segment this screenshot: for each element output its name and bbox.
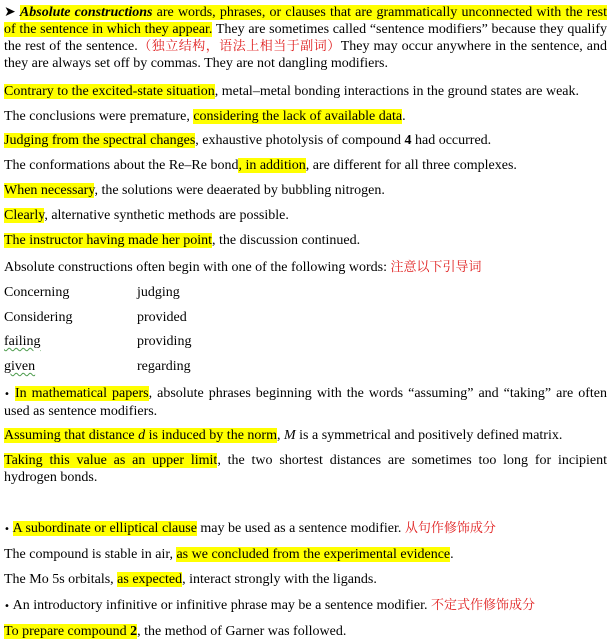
example-highlight: Contrary to the excited-state situation bbox=[4, 84, 215, 99]
example-highlight: The instructor having made her point bbox=[4, 233, 212, 248]
word-item: judging bbox=[137, 285, 180, 300]
infinitive-note: 不定式作修饰成分 bbox=[430, 598, 535, 613]
example-highlight: Judging from the spectral changes bbox=[4, 133, 196, 148]
example-text: , the method of Garner was followed. bbox=[137, 624, 347, 639]
infinitive-text: An introductory infinitive or infinitive phrase may be a sentence modifier. bbox=[9, 598, 428, 613]
math-example-2 bbox=[4, 452, 607, 486]
example-text: , interact strongly with the ligands. bbox=[182, 572, 377, 587]
example-highlight: as we concluded from the experimental evidence bbox=[176, 547, 451, 562]
begin-words-text: Absolute constructions often begin with one of the following words: bbox=[4, 260, 387, 275]
example-text: , alternative synthetic methods are possible. bbox=[44, 208, 289, 223]
example-4 bbox=[4, 157, 607, 174]
intro-highlight: are words, phrases, or clauses that are grammatically unconnected with the rest of the sentence in which they appear. bbox=[4, 5, 607, 37]
example-text: , the solutions were deaerated by bubbling nitrogen. bbox=[94, 183, 385, 198]
math-highlight: In mathematical papers bbox=[14, 386, 149, 401]
word-row bbox=[4, 309, 607, 326]
subordinate-text: may be used as a sentence modifier. bbox=[196, 521, 402, 536]
example-2 bbox=[4, 108, 607, 125]
compound-number: 4 bbox=[404, 133, 412, 148]
intro-text: They are sometimes called “sentence modifiers” because they qualify the rest of the sentence. bbox=[4, 22, 607, 54]
intro-note: （独立结构，语法上相当于副词） bbox=[137, 39, 341, 54]
example-text: is a symmetrical and positively defined matrix. bbox=[295, 428, 563, 443]
example-highlight: Assuming that distance bbox=[4, 428, 139, 443]
arrow-icon: ➤ bbox=[4, 5, 16, 20]
example-3 bbox=[4, 132, 607, 149]
word-item: given bbox=[4, 359, 36, 374]
bullet-icon: • bbox=[4, 601, 10, 612]
example-highlight: To prepare compound bbox=[4, 624, 131, 639]
subordinate-example-2 bbox=[4, 571, 607, 588]
word-item: Considering bbox=[4, 310, 73, 325]
example-highlight: as expected bbox=[117, 572, 183, 587]
subordinate-highlight: A subordinate or elliptical clause bbox=[12, 521, 197, 536]
math-example-1 bbox=[4, 427, 607, 444]
example-1 bbox=[4, 83, 607, 100]
compound-number: 2 bbox=[130, 624, 138, 639]
word-row bbox=[4, 358, 607, 375]
word-item: provided bbox=[137, 310, 187, 325]
infinitive-heading bbox=[4, 597, 607, 615]
subordinate-example-1 bbox=[4, 546, 607, 563]
word-item: Concerning bbox=[4, 285, 70, 300]
intro-paragraph bbox=[4, 4, 607, 72]
example-text: . bbox=[402, 109, 406, 124]
example-text: The conclusions were premature, bbox=[4, 109, 194, 124]
word-row bbox=[4, 284, 607, 301]
begin-words-note: 注意以下引导词 bbox=[390, 260, 482, 275]
variable-d: d bbox=[138, 428, 146, 443]
example-text: . bbox=[450, 547, 454, 562]
example-highlight: Taking this value as an upper limit bbox=[4, 453, 218, 468]
example-text: , the discussion continued. bbox=[212, 233, 361, 248]
example-7 bbox=[4, 232, 607, 249]
math-text: , absolute phrases beginning with the words “assuming” and “taking” are often used as sentence modifiers. bbox=[4, 386, 608, 419]
subordinate-note: 从句作修饰成分 bbox=[404, 521, 496, 536]
example-text: , metal–metal bonding interactions in the ground states are weak. bbox=[214, 84, 579, 99]
bullet-icon: • bbox=[4, 524, 10, 535]
example-text: The compound is stable in air, bbox=[4, 547, 177, 562]
example-5 bbox=[4, 182, 607, 199]
example-highlight: considering the lack of available data bbox=[193, 109, 403, 124]
begin-words-intro bbox=[4, 259, 607, 276]
math-paragraph bbox=[4, 385, 607, 420]
example-text: The conformations about the Re–Re bond bbox=[4, 158, 239, 173]
example-text: , bbox=[276, 428, 284, 443]
infinitive-example bbox=[4, 623, 607, 640]
example-highlight: is induced by the norm bbox=[145, 428, 277, 443]
variable-m: M bbox=[283, 428, 296, 443]
word-row bbox=[4, 333, 607, 350]
example-text: , the two shortest distances are sometimes too long for incipient hydrogen bonds. bbox=[4, 453, 607, 485]
example-highlight: , in addition bbox=[238, 158, 306, 173]
example-text: had occurred. bbox=[411, 133, 492, 148]
example-highlight: Clearly bbox=[4, 208, 45, 223]
example-text: , exhaustive photolysis of compound bbox=[195, 133, 405, 148]
word-item: regarding bbox=[137, 359, 191, 374]
bullet-icon: • bbox=[4, 389, 10, 400]
intro-text-2: They may occur anywhere in the sentence, and they are always set off by commas. They are not dangling modifiers. bbox=[4, 39, 607, 71]
example-6 bbox=[4, 207, 607, 224]
example-highlight: When necessary bbox=[4, 183, 95, 198]
word-item: providing bbox=[137, 334, 192, 349]
term-absolute-constructions: Absolute constructions bbox=[19, 5, 153, 20]
word-item: failing bbox=[4, 334, 41, 349]
example-text: The Mo 5s orbitals, bbox=[4, 572, 118, 587]
subordinate-heading bbox=[4, 520, 607, 538]
example-text: , are different for all three complexes. bbox=[305, 158, 517, 173]
